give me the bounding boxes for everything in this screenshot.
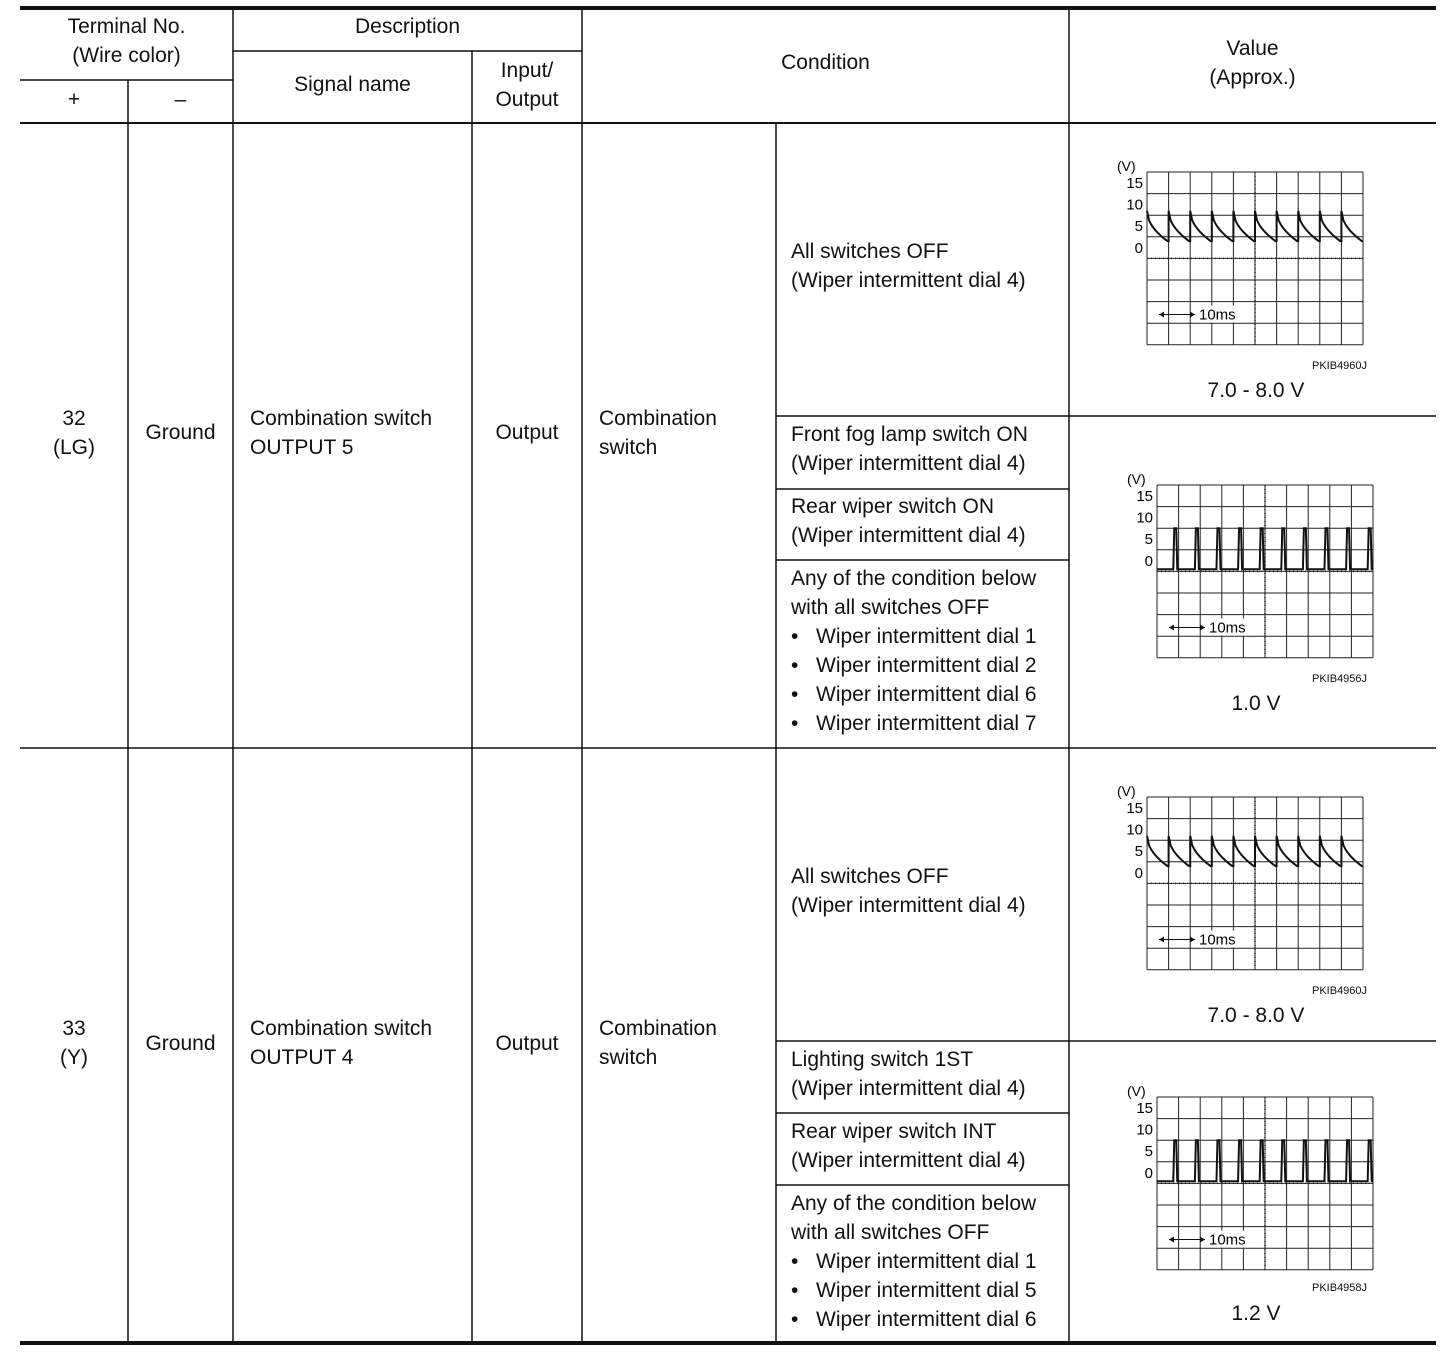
header-value-1: Value [1226, 37, 1279, 60]
header-input-output-2: Output [495, 88, 559, 111]
condition-line: All switches OFF [791, 865, 949, 888]
y-tick-label: 10 [1136, 1121, 1153, 1139]
condition-bullet: • Wiper intermittent dial 1 [791, 622, 1037, 651]
condition-line: Any of the condition below [791, 1192, 1037, 1215]
y-unit-label: (V) [1127, 473, 1146, 487]
header-value-2: (Approx.) [1209, 66, 1296, 89]
signal-name: Combination switch [250, 407, 433, 430]
header-minus: – [174, 88, 187, 111]
condition-main-2: switch [599, 436, 658, 459]
condition-line: All switches OFF [791, 240, 949, 263]
condition-line: (Wiper intermittent dial 4) [791, 1149, 1026, 1172]
input-output: Output [495, 1032, 559, 1055]
signal-name: Combination switch [250, 1017, 433, 1040]
oscilloscope-waveform [1100, 160, 1380, 365]
condition-bullet: • Wiper intermittent dial 6 [791, 1305, 1037, 1334]
condition-main: Combination [599, 1017, 717, 1040]
figure-code: PKIB4960J [1312, 360, 1368, 372]
condition-line: Rear wiper switch ON [791, 495, 995, 518]
figure-code: PKIB4956J [1312, 673, 1368, 685]
condition-line: (Wiper intermittent dial 4) [791, 269, 1026, 292]
y-tick-label: 0 [1134, 864, 1143, 882]
condition-line: Front fog lamp switch ON [791, 423, 1028, 446]
y-tick-label: 15 [1126, 175, 1143, 192]
condition-bullet: • Wiper intermittent dial 7 [791, 709, 1037, 738]
y-tick-label: 10 [1126, 821, 1143, 839]
condition-bullet: • Wiper intermittent dial 5 [791, 1276, 1037, 1305]
y-tick-label: 15 [1126, 800, 1143, 817]
timebase-label: 10ms [1199, 306, 1236, 324]
y-tick-label: 10 [1136, 509, 1153, 527]
y-tick-label: 0 [1144, 1164, 1153, 1182]
condition-bullet: • Wiper intermittent dial 1 [791, 1247, 1037, 1276]
y-unit-label: (V) [1117, 785, 1136, 799]
oscilloscope-waveform [1100, 785, 1380, 990]
y-tick-label: 5 [1144, 531, 1153, 549]
header-condition: Condition [781, 51, 870, 74]
condition-line: (Wiper intermittent dial 4) [791, 894, 1026, 917]
approx-value: 7.0 - 8.0 V [1207, 379, 1305, 402]
condition-line: Any of the condition below [791, 567, 1037, 590]
y-tick-label: 10 [1126, 196, 1143, 214]
signal-name-2: OUTPUT 4 [250, 1046, 354, 1069]
y-tick-label: 15 [1136, 488, 1153, 505]
header-terminal-no: Terminal No. [67, 15, 186, 38]
signal-name-2: OUTPUT 5 [250, 436, 354, 459]
condition-line: (Wiper intermittent dial 4) [791, 524, 1026, 547]
header-plus: + [67, 88, 81, 111]
approx-value: 7.0 - 8.0 V [1207, 1004, 1305, 1027]
condition-bullet: • Wiper intermittent dial 6 [791, 680, 1037, 709]
condition-line: (Wiper intermittent dial 4) [791, 1077, 1026, 1100]
y-tick-label: 5 [1134, 843, 1143, 861]
terminal-number: 32 [62, 407, 86, 430]
oscilloscope-waveform [1110, 473, 1380, 678]
condition-main-2: switch [599, 1046, 658, 1069]
y-unit-label: (V) [1117, 160, 1136, 174]
wire-color: (Y) [60, 1046, 88, 1069]
header-signal-name: Signal name [294, 73, 411, 96]
figure-code: PKIB4960J [1312, 985, 1368, 997]
terminal-number: 33 [62, 1017, 86, 1040]
condition-line: Rear wiper switch INT [791, 1120, 997, 1143]
y-tick-label: 5 [1134, 218, 1143, 236]
y-tick-label: 0 [1144, 552, 1153, 570]
minus-terminal: Ground [145, 1032, 216, 1055]
condition-line: with all switches OFF [791, 596, 990, 619]
condition-line: Lighting switch 1ST [791, 1048, 974, 1071]
header-description: Description [354, 15, 461, 38]
header-input-output-1: Input/ [500, 59, 554, 82]
approx-value: 1.2 V [1231, 1302, 1281, 1325]
wire-color: (LG) [53, 436, 95, 459]
condition-bullet: • Wiper intermittent dial 2 [791, 651, 1037, 680]
oscilloscope-waveform [1110, 1085, 1380, 1290]
header-wire-color: (Wire color) [72, 44, 181, 67]
condition-line: (Wiper intermittent dial 4) [791, 452, 1026, 475]
minus-terminal: Ground [145, 421, 216, 444]
figure-code: PKIB4958J [1312, 1282, 1368, 1294]
condition-main: Combination [599, 407, 717, 430]
approx-value: 1.0 V [1231, 692, 1281, 715]
timebase-label: 10ms [1209, 1231, 1246, 1249]
timebase-label: 10ms [1209, 619, 1246, 637]
condition-line: with all switches OFF [791, 1221, 990, 1244]
y-tick-label: 5 [1144, 1143, 1153, 1161]
y-tick-label: 15 [1136, 1100, 1153, 1117]
y-unit-label: (V) [1127, 1085, 1146, 1099]
input-output: Output [495, 421, 559, 444]
y-tick-label: 0 [1134, 239, 1143, 257]
timebase-label: 10ms [1199, 931, 1236, 949]
